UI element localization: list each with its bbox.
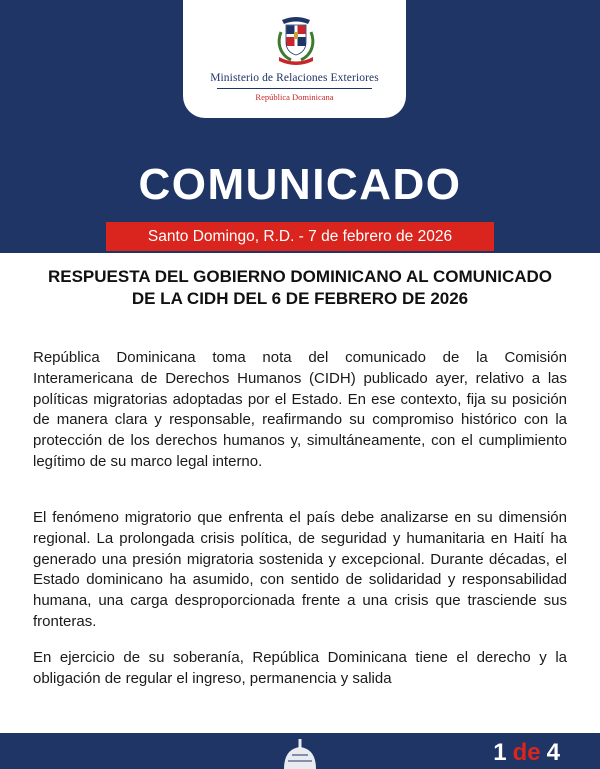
page-title: COMUNICADO [138,160,462,209]
ministry-divider [217,88,372,89]
page-of-label: de [512,739,541,766]
page-current: 1 [493,739,507,766]
body-paragraph: República Dominicana toma nota del comunicado de la Comisión Interamericana de Derechos Humanos (CIDH) publicado ayer, relativo a las políticas migratorias adoptadas por el Estado. En ese contexto, fija su posición de manera clara y responsable, reafirmando su compromiso histórico con la protección de los derechos humanos y, simultáneamente, con el cumplimiento legítimo de su marco legal interno. [33,349,567,470]
coat-of-arms-icon [273,10,319,66]
headline: RESPUESTA DEL GOBIERNO DOMINICANO AL COMUNICADO DE LA CIDH DEL 6 DE FEBRERO DE 2026 [47,267,553,308]
ministry-country: República Dominicana [255,92,334,102]
page-counter [493,738,560,768]
ministry-name: Ministerio de Relaciones Exteriores [210,72,379,84]
page-total: 4 [546,739,560,766]
ministry-logo [183,0,406,118]
date-bar: Santo Domingo, R.D. - 7 de febrero de 2026 [106,222,494,251]
dome-icon [270,733,330,769]
body-paragraph: El fenómeno migratorio que enfrenta el país debe analizarse en su dimensión regional. La prolongada crisis política, de seguridad y humanitaria en Haití ha generado una presión migratoria sostenida y excepcional. Durante décadas, el Estado dominicano ha asumido, con sentido de solidaridad y responsabilidad humana, una carga desproporcionada frente a una crisis que trasciende sus fronteras. [33,509,567,630]
body-paragraph: En ejercicio de su soberanía, República Dominicana tiene el derecho y la obligación de regular el ingreso, permanencia y salida [33,649,567,687]
